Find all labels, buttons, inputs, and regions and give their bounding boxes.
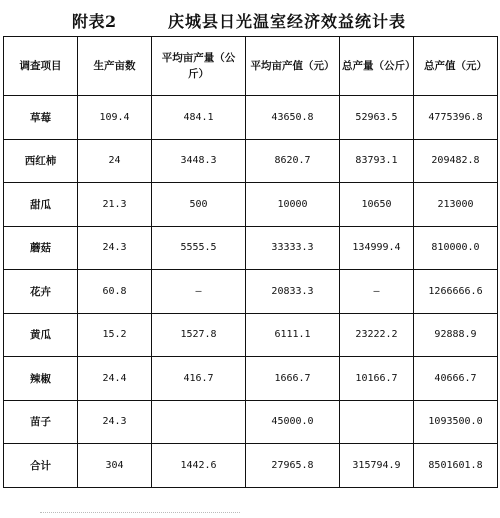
row-label: 蘑菇 <box>4 226 78 270</box>
row-label: 辣椒 <box>4 357 78 401</box>
cell-production-area: 24.3 <box>78 400 152 444</box>
cell-total-value: 40666.7 <box>414 357 498 401</box>
cell-total-yield: 23222.2 <box>340 313 414 357</box>
cell-avg-value: 33333.3 <box>246 226 340 270</box>
cell-avg-value: 1666.7 <box>246 357 340 401</box>
row-label: 西红柿 <box>4 139 78 183</box>
row-label: 苗子 <box>4 400 78 444</box>
table-header-row <box>4 37 498 96</box>
cell-avg-yield: 500 <box>152 183 246 227</box>
row-label: 合计 <box>4 444 78 488</box>
row-label: 黄瓜 <box>4 313 78 357</box>
cell-total-value: 213000 <box>414 183 498 227</box>
header-survey-item: 调查项目 <box>4 37 78 96</box>
cell-avg-yield: 1527.8 <box>152 313 246 357</box>
appendix-label: 附表2 <box>72 12 117 31</box>
cell-total-yield: 10166.7 <box>340 357 414 401</box>
table-row <box>4 139 498 183</box>
document-title <box>0 6 500 32</box>
cell-avg-yield <box>152 400 246 444</box>
cell-total-yield: 315794.9 <box>340 444 414 488</box>
row-label: 花卉 <box>4 270 78 314</box>
cell-avg-value: 8620.7 <box>246 139 340 183</box>
cell-total-yield: 52963.5 <box>340 96 414 140</box>
table-row <box>4 313 498 357</box>
cell-production-area: 109.4 <box>78 96 152 140</box>
cell-total-yield: — <box>340 270 414 314</box>
cell-avg-value: 20833.3 <box>246 270 340 314</box>
cell-total-value: 8501601.8 <box>414 444 498 488</box>
cell-production-area: 60.8 <box>78 270 152 314</box>
cell-production-area: 21.3 <box>78 183 152 227</box>
header-total-yield: 总产量（公斤） <box>340 37 414 96</box>
cell-avg-value: 27965.8 <box>246 444 340 488</box>
cell-total-value: 1266666.6 <box>414 270 498 314</box>
table-row <box>4 183 498 227</box>
cell-total-yield <box>340 400 414 444</box>
cell-total-value: 92888.9 <box>414 313 498 357</box>
header-total-value: 总产值（元） <box>414 37 498 96</box>
table-row <box>4 270 498 314</box>
cell-production-area: 15.2 <box>78 313 152 357</box>
table-row <box>4 400 498 444</box>
cell-production-area: 24.4 <box>78 357 152 401</box>
cell-avg-value: 10000 <box>246 183 340 227</box>
page-bottom-edge <box>40 512 240 517</box>
table-total-row <box>4 444 498 488</box>
cell-production-area: 304 <box>78 444 152 488</box>
cell-avg-yield: 416.7 <box>152 357 246 401</box>
cell-avg-value: 43650.8 <box>246 96 340 140</box>
cell-total-yield: 83793.1 <box>340 139 414 183</box>
cell-avg-yield: — <box>152 270 246 314</box>
row-label: 甜瓜 <box>4 183 78 227</box>
table-row <box>4 96 498 140</box>
table-title: 庆城县日光温室经济效益统计表 <box>168 12 407 31</box>
cell-total-value: 209482.8 <box>414 139 498 183</box>
header-production-area: 生产亩数 <box>78 37 152 96</box>
cell-production-area: 24.3 <box>78 226 152 270</box>
cell-avg-yield: 1442.6 <box>152 444 246 488</box>
row-label: 草莓 <box>4 96 78 140</box>
table-row <box>4 357 498 401</box>
cell-total-value: 810000.0 <box>414 226 498 270</box>
cell-avg-yield: 5555.5 <box>152 226 246 270</box>
cell-avg-value: 6111.1 <box>246 313 340 357</box>
cell-total-yield: 134999.4 <box>340 226 414 270</box>
header-avg-yield-per-mu: 平均亩产量（公斤） <box>152 37 246 96</box>
cell-avg-yield: 484.1 <box>152 96 246 140</box>
header-avg-value-per-mu: 平均亩产值（元） <box>246 37 340 96</box>
cell-avg-value: 45000.0 <box>246 400 340 444</box>
table-row <box>4 226 498 270</box>
cell-total-yield: 10650 <box>340 183 414 227</box>
cell-avg-yield: 3448.3 <box>152 139 246 183</box>
cell-total-value: 4775396.8 <box>414 96 498 140</box>
cell-production-area: 24 <box>78 139 152 183</box>
greenhouse-economic-benefit-table <box>3 36 498 488</box>
cell-total-value: 1093500.0 <box>414 400 498 444</box>
